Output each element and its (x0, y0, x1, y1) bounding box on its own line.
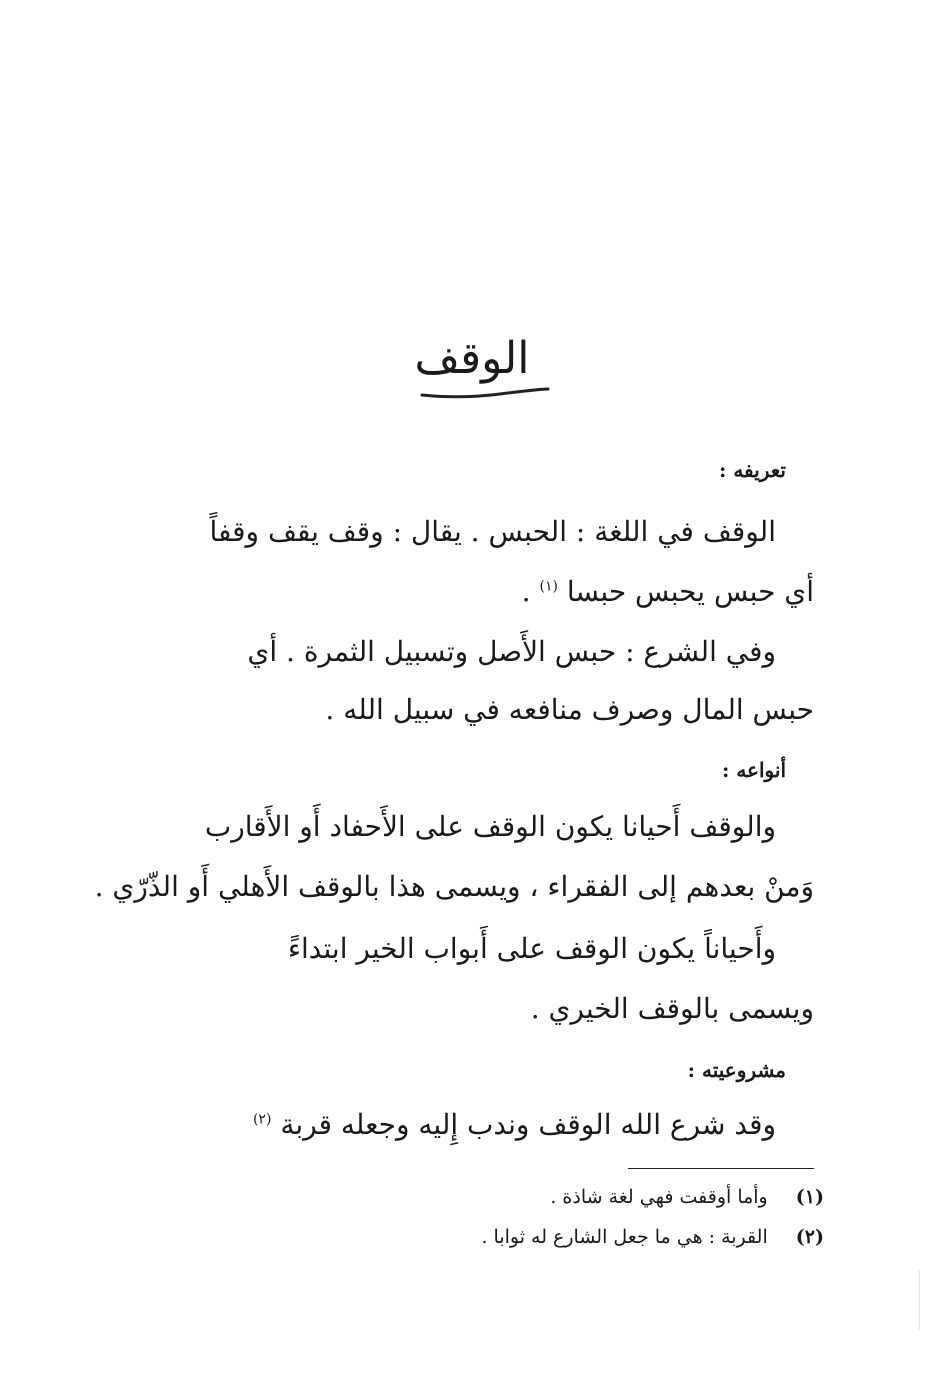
definition-line-2-end: . (521, 575, 531, 608)
definition-line-4: حبس المال وصرف منافعه في سبيل الله . (325, 693, 814, 726)
title-swash-ornament (420, 385, 550, 399)
footnote-2-number: (٢) (795, 1226, 824, 1248)
footnote-2-text: القربة : هي ما جعل الشارع له ثوابا . (481, 1226, 768, 1248)
legitimacy-line-1 (253, 1108, 776, 1141)
footnote-1-text: وأما أوقفت فهي لغة شاذة . (550, 1186, 768, 1208)
definition-heading: تعريفه : (718, 458, 786, 482)
types-line-1: والوقف أَحيانا يكون الوقف على الأَحفاد أَو الأَقارب (204, 810, 776, 843)
scan-margin-mark (919, 1270, 920, 1330)
footnote-ref-1: (١) (539, 578, 558, 595)
definition-line-2-text: أي حبس يحبس حبسا (566, 575, 814, 608)
legitimacy-line-1-text: وقد شرع الله الوقف وندب إِليه وجعله قربة (280, 1108, 776, 1141)
types-line-3: وأَحياناً يكون الوقف على أَبواب الخير ابتداءً (287, 932, 776, 965)
page-title: الوقف (414, 333, 530, 384)
definition-line-1: الوقف في اللغة : الحبس . يقال : وقف يقف وقفاً (209, 515, 776, 548)
footnote-2 (481, 1226, 824, 1248)
types-line-2: وَمنْ بعدهم إلى الفقراء ، ويسمى هذا بالوقف الأَهلي أَو الذّرّي . (94, 870, 814, 903)
types-heading: أنواعه : (721, 758, 786, 782)
definition-line-2 (522, 575, 814, 608)
title-container (0, 335, 944, 389)
footnote-1-number: (١) (795, 1186, 824, 1208)
types-line-4: ويسمى بالوقف الخيري . (530, 992, 814, 1025)
legitimacy-heading: مشروعيته : (687, 1058, 786, 1082)
footnote-1 (550, 1186, 824, 1208)
definition-line-3: وفي الشرع : حبس الأَصل وتسبيل الثمرة . أي (247, 635, 776, 668)
footnote-separator (628, 1168, 814, 1169)
footnote-ref-2: (٢) (252, 1111, 272, 1128)
